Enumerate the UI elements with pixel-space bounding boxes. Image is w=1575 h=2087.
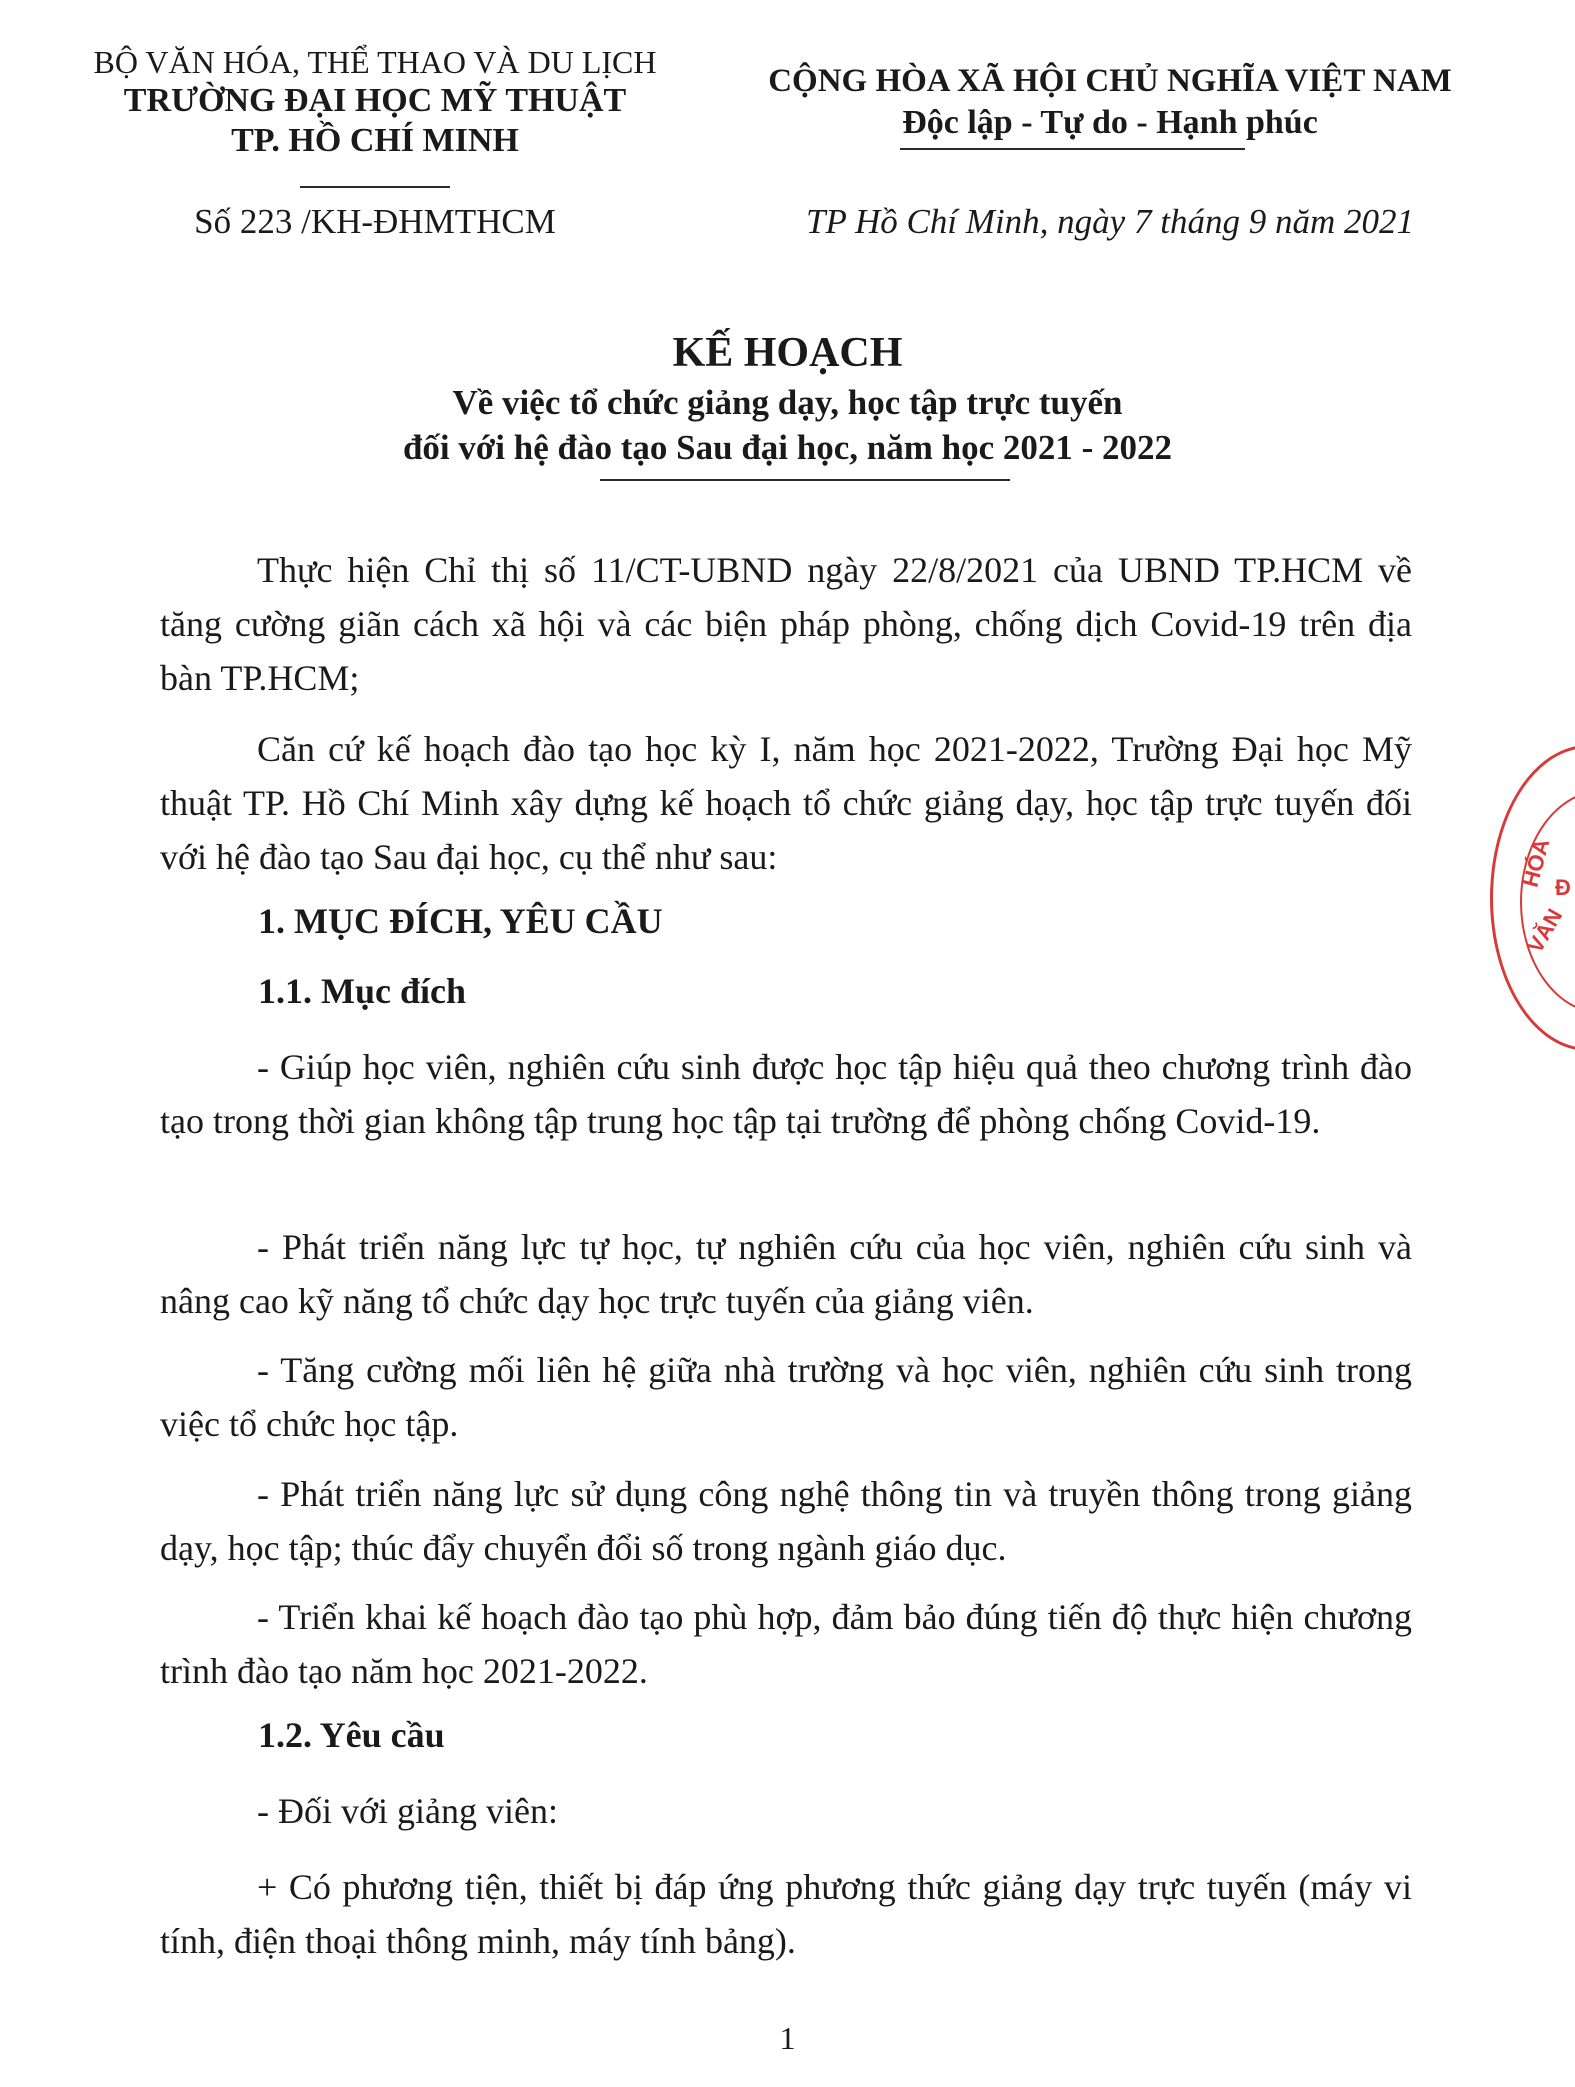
section-heading-1: 1. MỤC ĐÍCH, YÊU CẦU [258,901,663,941]
requirement-equipment: + Có phương tiện, thiết bị đáp ứng phương thức giảng dạy trực tuyến (máy vi tính, điện thoại thông minh, máy tính bảng). [160,1867,1412,1961]
ministry-name: BỘ VĂN HÓA, THỂ THAO VÀ DU LỊCH [93,44,657,80]
document-subtitle-line2: đối với hệ đào tạo Sau đại học, năm học 2021 - 2022 [402,428,1173,467]
paragraph-directive: Thực hiện Chỉ thị số 11/CT-UBND ngày 22/8/2021 của UBND TP.HCM về tăng cường giãn cách xã hội và các biện pháp phòng, chống dịch Covid-19 trên địa bàn TP.HCM; [160,550,1412,698]
paragraph-basis: Căn cứ kế hoạch đào tạo học kỳ I, năm học 2021-2022, Trường Đại học Mỹ thuật TP. Hồ Chí Minh xây dựng kế hoạch tổ chức giảng dạy, học tập trực tuyến đối với hệ đào tạo Sau đại học, cụ thể như sau: [160,729,1412,877]
purpose-item-2: - Phát triển năng lực tự học, tự nghiên cứu của học viên, nghiên cứu sinh và nâng cao kỹ năng tổ chức dạy học trực tuyến của giảng viên. [160,1227,1412,1321]
document-number: Số 223 /KH-ĐHMTHCM [194,202,556,241]
purpose-item-1: - Giúp học viên, nghiên cứu sinh được học tập hiệu quả theo chương trình đào tạo trong thời gian không tập trung học tập tại trường để phòng chống Covid-19. [160,1047,1412,1141]
motto-underline [900,148,1245,150]
national-motto: Độc lập - Tự do - Hạnh phúc [902,104,1318,141]
school-name-line1: TRƯỜNG ĐẠI HỌC MỸ THUẬT [123,82,627,119]
stamp-text-hoa: HÓA [1517,836,1555,890]
school-name-line2: TP. HỒ CHÍ MINH [231,122,519,159]
purpose-item-4: - Phát triển năng lực sử dụng công nghệ thông tin và truyền thông trong giảng dạy, học tập; thúc đẩy chuyển đổi số trong ngành giáo dục. [160,1474,1412,1568]
stamp-text-d: Đ [1555,875,1571,900]
purpose-item-3: - Tăng cường mối liên hệ giữa nhà trường và học viên, nghiên cứu sinh trong việc tổ chức học tập. [160,1350,1412,1444]
requirement-lecturers: - Đối với giảng viên: [257,1791,558,1831]
page-number: 1 [779,2020,796,2056]
place-and-date: TP Hồ Chí Minh, ngày 7 tháng 9 năm 2021 [806,202,1414,241]
document-subtitle-line1: Về việc tổ chức giảng dạy, học tập trực tuyến [452,383,1123,422]
section-heading-1-2: 1.2. Yêu cầu [258,1715,445,1755]
purpose-item-5: - Triển khai kế hoạch đào tạo phù hợp, đảm bảo đúng tiến độ thực hiện chương trình đào tạo năm học 2021-2022. [160,1597,1412,1691]
title-underline [600,479,1010,481]
header-left-underline [300,186,450,188]
document-title: KẾ HOẠCH [672,330,903,376]
section-heading-1-1: 1.1. Mục đích [258,971,467,1011]
republic-title: CỘNG HÒA XÃ HỘI CHỦ NGHĨA VIỆT NAM [768,63,1452,99]
stamp-text-van: VĂN [1522,904,1568,958]
